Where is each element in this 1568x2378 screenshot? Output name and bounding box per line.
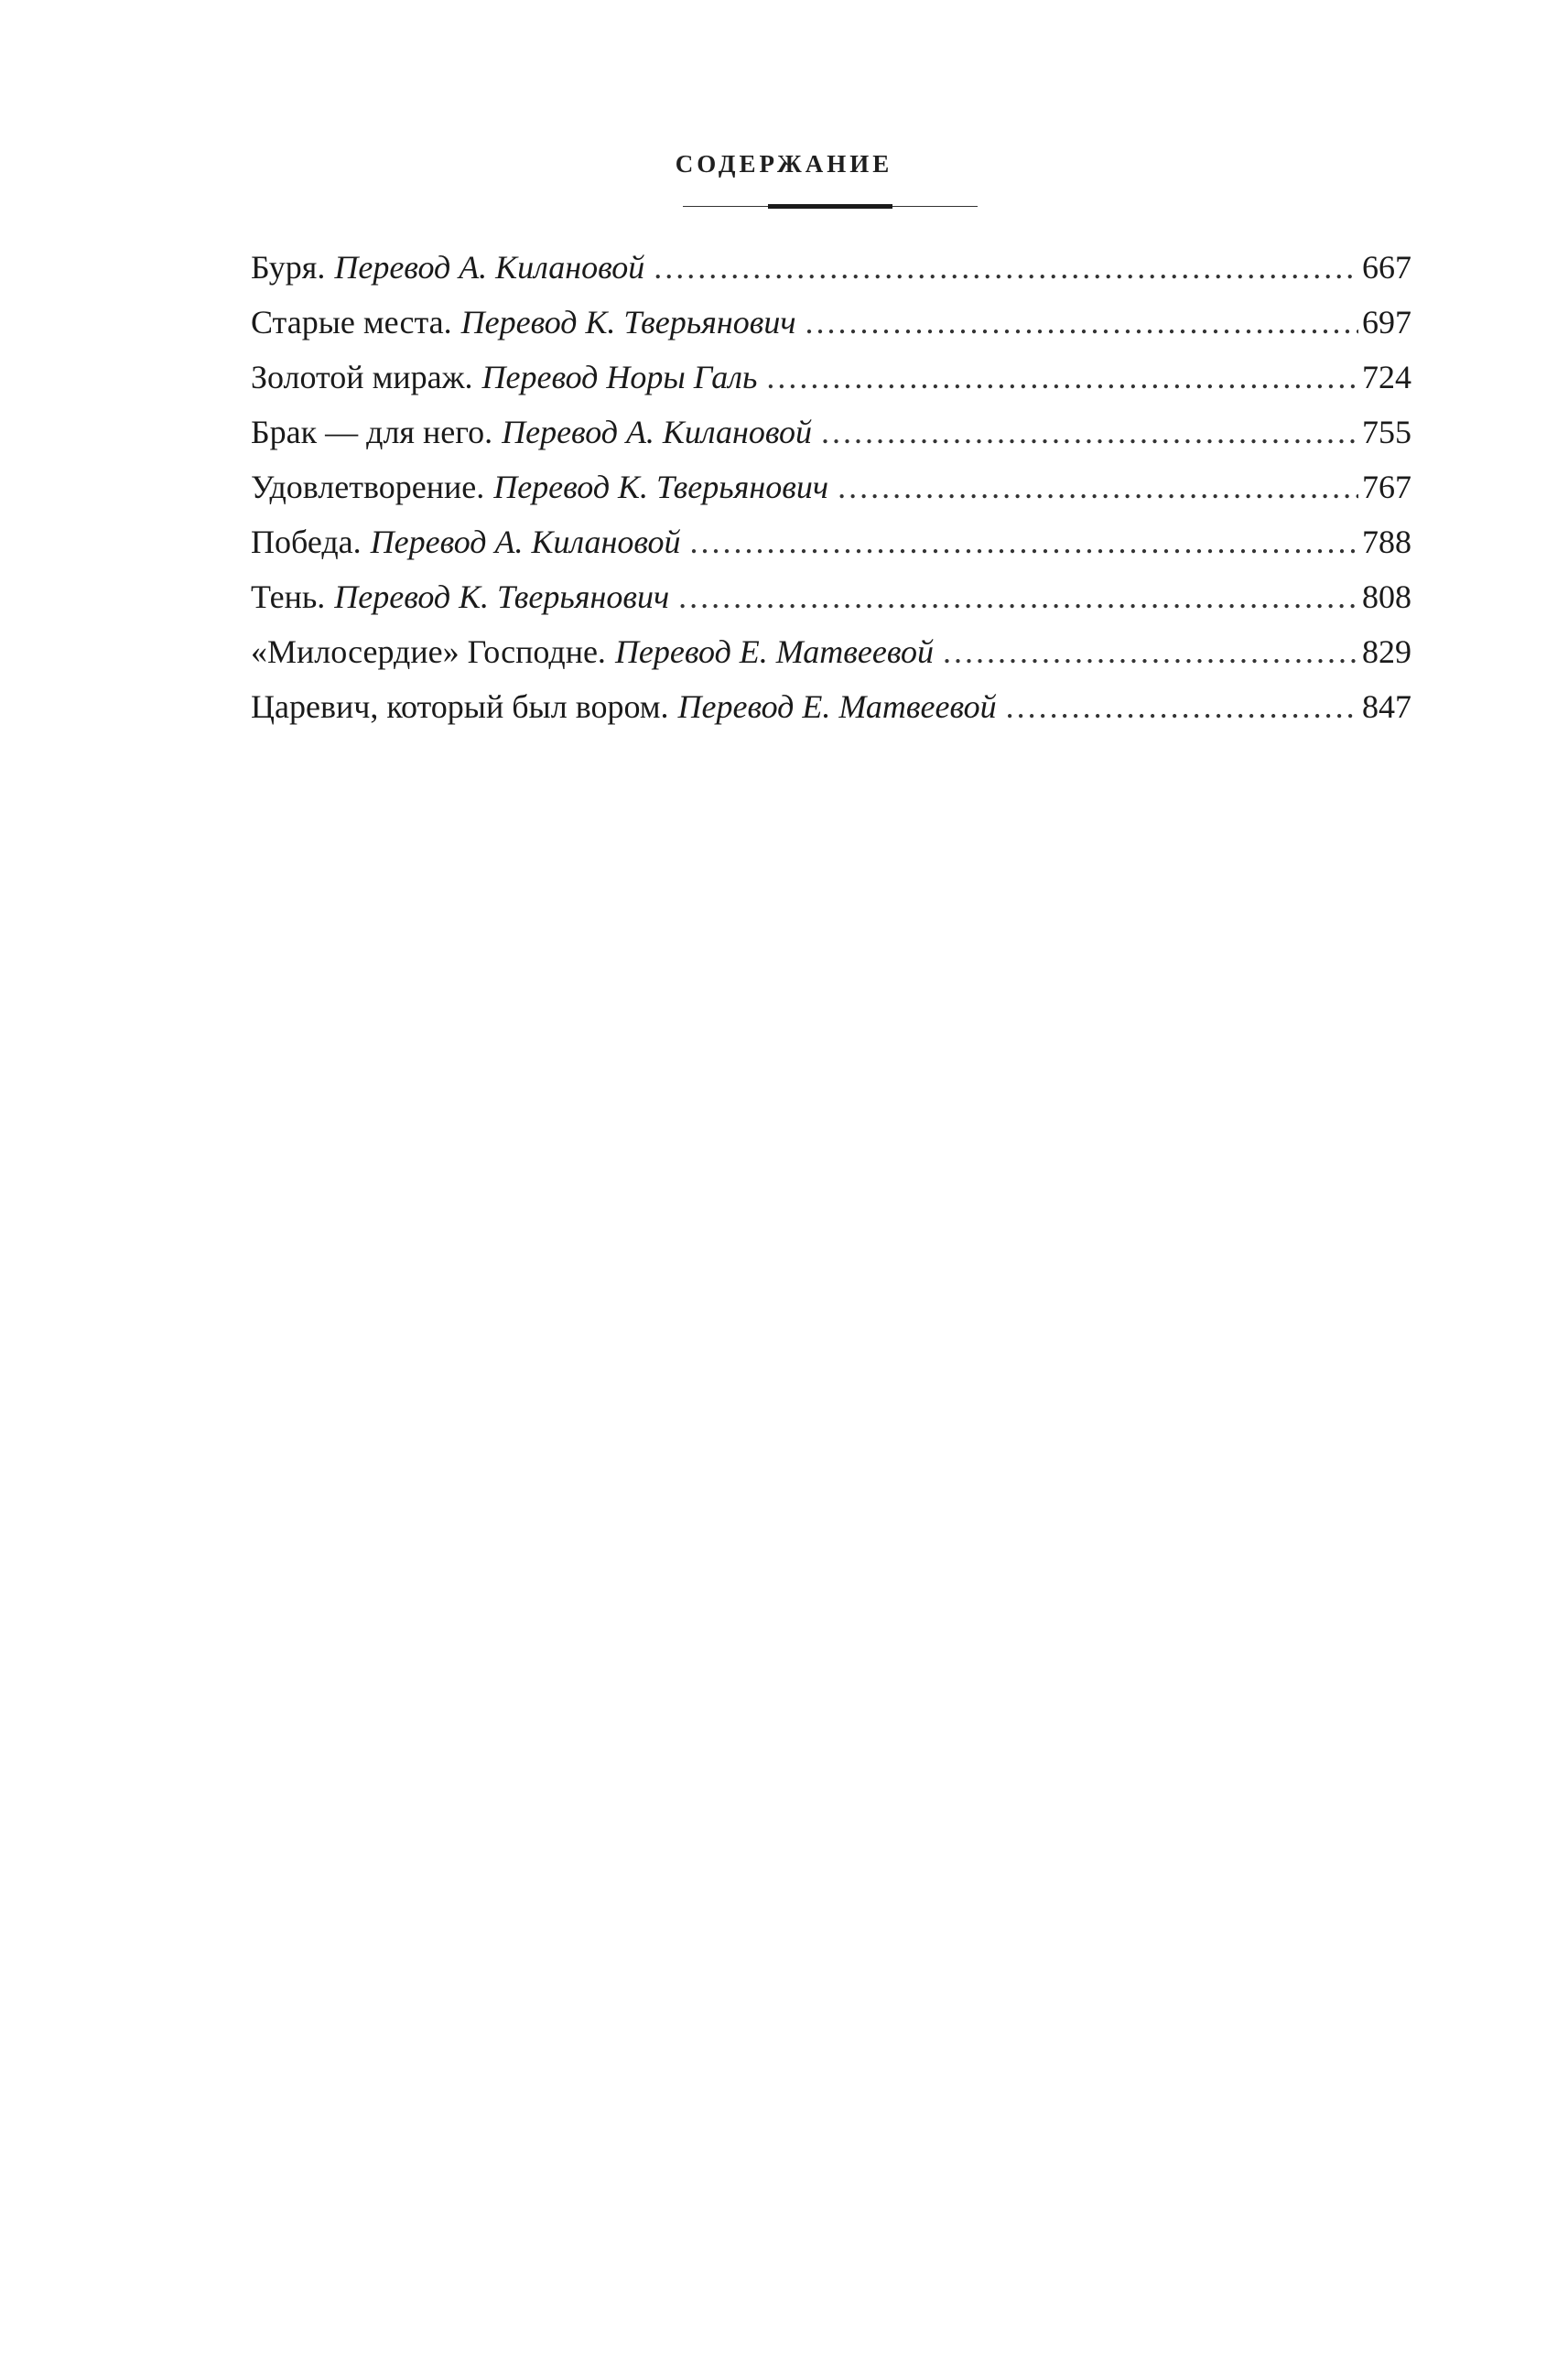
toc-entry-page: 767 bbox=[1362, 469, 1411, 505]
toc-entry-page: 697 bbox=[1362, 304, 1411, 340]
toc-entry bbox=[251, 569, 1411, 624]
toc-entry bbox=[251, 350, 1411, 405]
toc-entry bbox=[251, 459, 1411, 514]
toc-entry-title: Удовлетворение. bbox=[251, 469, 485, 505]
toc-entry-title: Старые места. bbox=[251, 304, 452, 340]
toc-entry-page: 667 bbox=[1362, 249, 1411, 286]
title-underline bbox=[683, 203, 978, 210]
toc-entry-translator: Перевод Е. Матвеевой bbox=[614, 633, 934, 670]
toc-entry-page: 724 bbox=[1362, 359, 1411, 395]
toc-entry-translator: Перевод К. Тверьянович bbox=[334, 578, 670, 615]
toc-entry bbox=[251, 295, 1411, 350]
dot-leader bbox=[1006, 679, 1358, 734]
title-underline-thick bbox=[768, 204, 892, 209]
toc-entry-translator: Перевод Норы Галь bbox=[481, 359, 758, 395]
toc-entry-title: «Милосердие» Господне. bbox=[251, 633, 606, 670]
toc-entry-translator: Перевод А. Килановой bbox=[334, 249, 645, 286]
toc-entry-title: Тень. bbox=[251, 578, 326, 615]
dot-leader bbox=[766, 350, 1358, 405]
toc-entry bbox=[251, 679, 1411, 734]
dot-leader bbox=[943, 624, 1358, 679]
toc-entry-title: Царевич, который был вором. bbox=[251, 688, 669, 725]
toc-entry bbox=[251, 624, 1411, 679]
page-header bbox=[0, 150, 1568, 178]
toc-entry bbox=[251, 514, 1411, 569]
toc-entry-translator: Перевод А. Килановой bbox=[502, 414, 812, 450]
toc-entry-page: 847 bbox=[1362, 688, 1411, 725]
toc-entry-title: Брак — для него. bbox=[251, 414, 493, 450]
toc-entry-page: 829 bbox=[1362, 633, 1411, 670]
toc-entry-page: 755 bbox=[1362, 414, 1411, 450]
toc-entry-page: 808 bbox=[1362, 578, 1411, 615]
toc-entry-translator: Перевод К. Тверьянович bbox=[493, 469, 829, 505]
dot-leader bbox=[678, 569, 1358, 624]
dot-leader bbox=[821, 405, 1358, 459]
toc-entry-translator: Перевод К. Тверьянович bbox=[460, 304, 796, 340]
toc-entry-translator: Перевод Е. Матвеевой bbox=[677, 688, 997, 725]
dot-leader bbox=[838, 459, 1358, 514]
toc-entry-translator: Перевод А. Килановой bbox=[370, 524, 681, 560]
toc-entry-title: Золотой мираж. bbox=[251, 359, 473, 395]
toc-entry bbox=[251, 405, 1411, 459]
table-of-contents bbox=[251, 240, 1411, 734]
toc-entry-title: Победа. bbox=[251, 524, 362, 560]
dot-leader bbox=[654, 240, 1358, 295]
toc-entry bbox=[251, 240, 1411, 295]
toc-entry-page: 788 bbox=[1362, 524, 1411, 560]
dot-leader bbox=[690, 514, 1358, 569]
toc-entry-title: Буря. bbox=[251, 249, 326, 286]
dot-leader bbox=[806, 295, 1359, 350]
page-title: СОДЕРЖАНИЕ bbox=[675, 150, 893, 178]
